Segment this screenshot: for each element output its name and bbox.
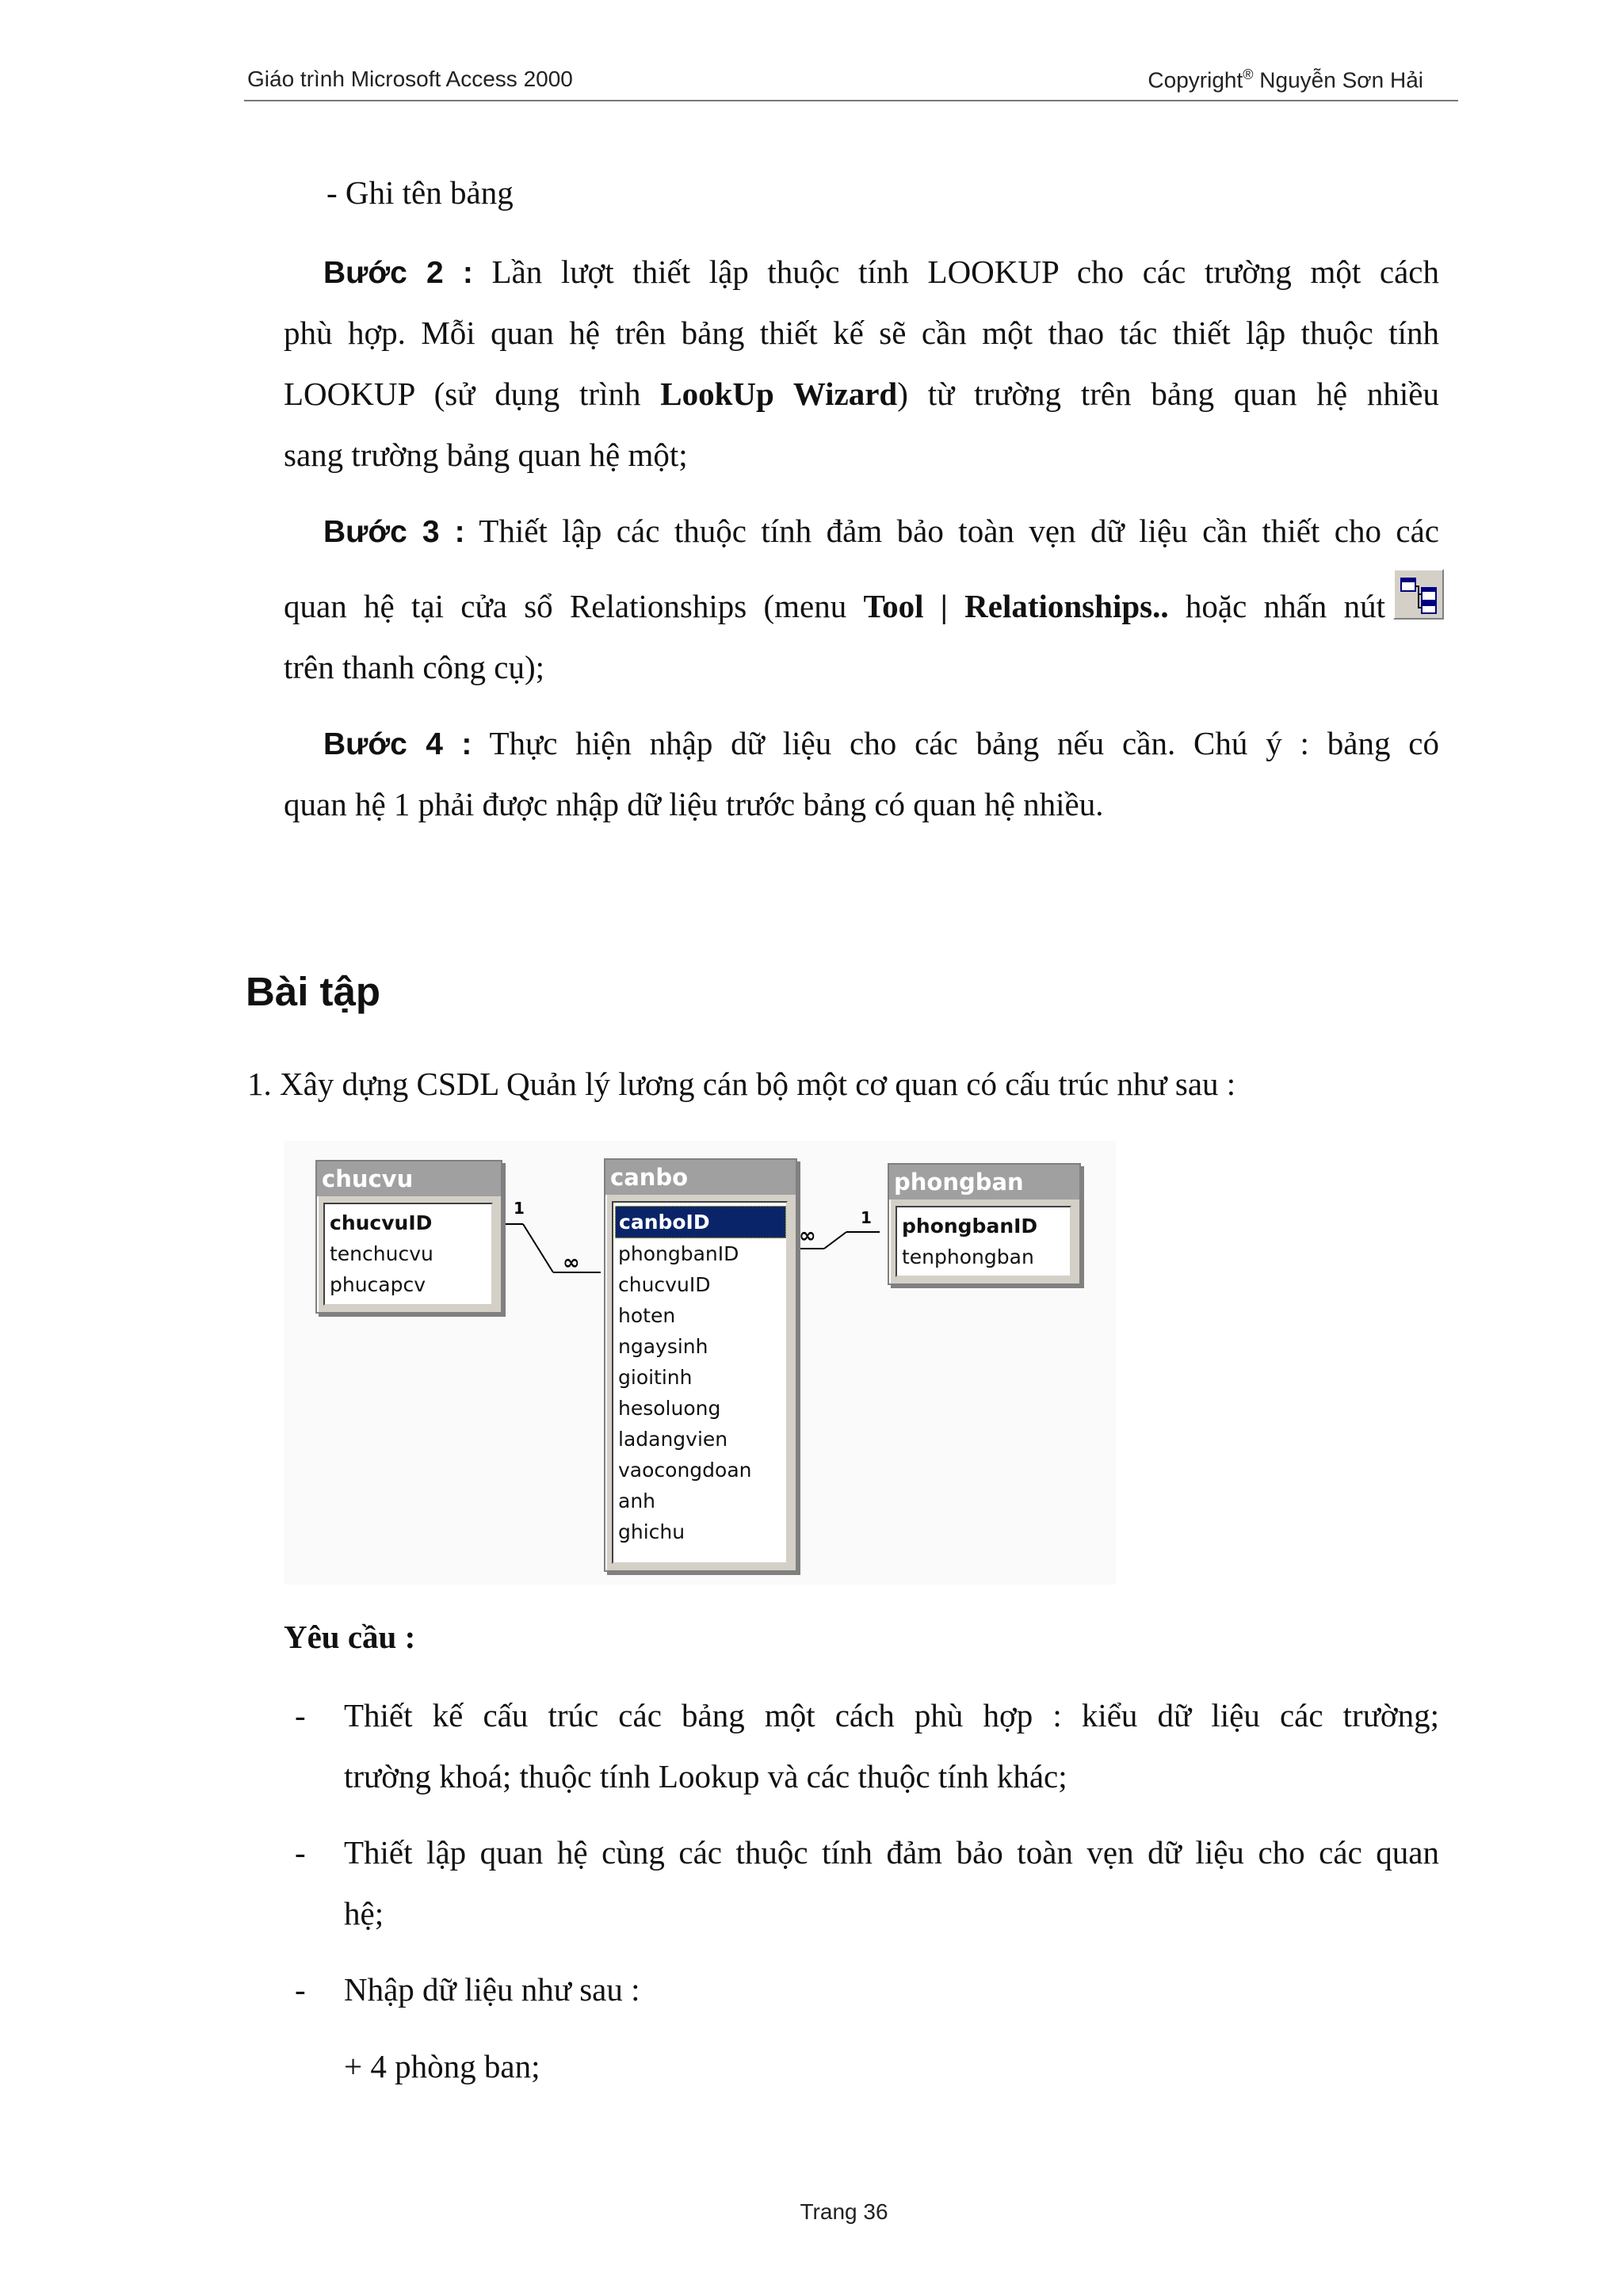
page-number: Trang 36 xyxy=(800,2199,888,2224)
req2-line1: Thiết lập quan hệ cùng các thuộc tính đảm bảo toàn vẹn dữ liệu cho các quan xyxy=(344,1834,1439,1871)
step4-line2: quan hệ 1 phải được nhập dữ liệu trước bảng có quan hệ nhiều. xyxy=(284,786,1104,822)
field-chucvuid[interactable]: chucvuID xyxy=(330,1211,433,1234)
step2-line1 xyxy=(323,242,1439,303)
step3-text1: Thiết lập các thuộc tính đảm bảo toàn vẹn dữ liệu cần thiết cho các xyxy=(479,513,1439,549)
field-ghichu[interactable]: ghichu xyxy=(618,1520,685,1543)
step3-line2 xyxy=(284,576,1385,637)
step3-label: Bước 3 : xyxy=(323,515,465,549)
exercise-1: 1. Xây dựng CSDL Quản lý lương cán bộ một cơ quan có cấu trúc như sau : xyxy=(247,1066,1236,1102)
step4-text1: Thực hiện nhập dữ liệu cho các bảng nếu cần. Chú ý : bảng có xyxy=(489,725,1440,761)
tool-relationships-menu: Tool | Relationships.. xyxy=(863,588,1169,624)
field-phongbanid[interactable]: phongbanID xyxy=(618,1242,739,1265)
req3-line1: Nhập dữ liệu như sau : xyxy=(344,1971,640,2008)
relationships-diagram xyxy=(284,1141,1116,1585)
rel2-one-label: 1 xyxy=(861,1208,872,1227)
field-tenphongban[interactable]: tenphongban xyxy=(902,1245,1034,1268)
field-phucapcv[interactable]: phucapcv xyxy=(330,1273,426,1296)
table-canbo-title[interactable]: canbo xyxy=(605,1160,796,1195)
step3-line3: trên thanh công cụ); xyxy=(284,649,545,685)
step2-line3 xyxy=(284,364,1439,425)
field-phongbanid[interactable]: phongbanID xyxy=(902,1215,1038,1238)
field-gioitinh[interactable]: gioitinh xyxy=(618,1366,693,1389)
relationships-toolbar-icon xyxy=(1393,569,1444,620)
req1-line1: Thiết kế cấu trúc các bảng một cách phù hợp : kiểu dữ liệu các trường; xyxy=(344,1697,1439,1733)
table-phongban-fields[interactable] xyxy=(896,1206,1071,1277)
table-chucvu-title[interactable]: chucvu xyxy=(317,1161,501,1196)
header-author: Nguyễn Sơn Hải xyxy=(1253,67,1423,93)
req2-line2: hệ; xyxy=(344,1895,384,1932)
field-anh[interactable]: anh xyxy=(618,1489,656,1512)
step2-line2: phù hợp. Mỗi quan hệ trên bảng thiết kế sẽ cần một thao tác thiết lập thuộc tính xyxy=(284,315,1439,351)
header-left: Giáo trình Microsoft Access 2000 xyxy=(247,67,573,91)
table-canbo[interactable] xyxy=(604,1158,797,1572)
step2-text3a: LOOKUP (sử dụng trình xyxy=(284,376,661,412)
intro-list-item: - Ghi tên bảng xyxy=(327,174,514,211)
step4-label: Bước 4 : xyxy=(323,727,472,761)
step4-line1 xyxy=(323,713,1439,775)
step3-text2a: quan hệ tại cửa sổ Relationships (menu xyxy=(284,588,864,624)
step2-label: Bước 2 : xyxy=(323,256,473,290)
field-tenchucvu[interactable]: tenchucvu xyxy=(330,1242,433,1265)
field-canboid[interactable]: canboID xyxy=(615,1206,786,1238)
table-chucvu-fields[interactable] xyxy=(323,1203,493,1306)
req3-dash: - xyxy=(295,1971,306,2008)
rel1-many-label: ∞ xyxy=(563,1251,580,1275)
field-ngaysinh[interactable]: ngaysinh xyxy=(618,1335,708,1358)
step2-line4: sang trường bảng quan hệ một; xyxy=(284,437,688,473)
table-phongban-title[interactable]: phongban xyxy=(889,1165,1079,1199)
step3-line1 xyxy=(323,501,1439,563)
header-registered-mark: ® xyxy=(1243,67,1254,82)
header-copyright: Copyright xyxy=(1148,67,1243,93)
field-vaocongdoan[interactable]: vaocongdoan xyxy=(618,1459,752,1482)
lookup-wizard-text: LookUp Wizard xyxy=(660,376,898,412)
step2-text1: Lần lượt thiết lập thuộc tính LOOKUP cho các trường một cách xyxy=(491,254,1440,290)
step2-text3c: ) từ trường trên bảng quan hệ nhiều xyxy=(897,376,1440,412)
header-right xyxy=(1148,67,1423,93)
rel1-one-label: 1 xyxy=(514,1199,525,1218)
requirements-title: Yêu cầu : xyxy=(284,1619,416,1655)
req1-dash: - xyxy=(295,1697,306,1733)
header-rule xyxy=(244,100,1458,101)
field-hesoluong[interactable]: hesoluong xyxy=(618,1397,721,1420)
section-title: Bài tập xyxy=(246,969,381,1014)
table-chucvu[interactable] xyxy=(315,1160,502,1314)
table-phongban[interactable] xyxy=(888,1163,1081,1285)
rel2-many-label: ∞ xyxy=(799,1224,816,1248)
field-ladangvien[interactable]: ladangvien xyxy=(618,1428,728,1451)
step3-text2c: hoặc nhấn nút xyxy=(1168,588,1385,624)
req1-line2: trường khoá; thuộc tính Lookup và các thuộc tính khác; xyxy=(344,1758,1067,1794)
field-hoten[interactable]: hoten xyxy=(618,1304,676,1327)
field-chucvuid[interactable]: chucvuID xyxy=(618,1273,711,1296)
req3-sub-item: + 4 phòng ban; xyxy=(344,2048,540,2084)
table-canbo-fields[interactable] xyxy=(612,1201,788,1564)
req2-dash: - xyxy=(295,1834,306,1871)
